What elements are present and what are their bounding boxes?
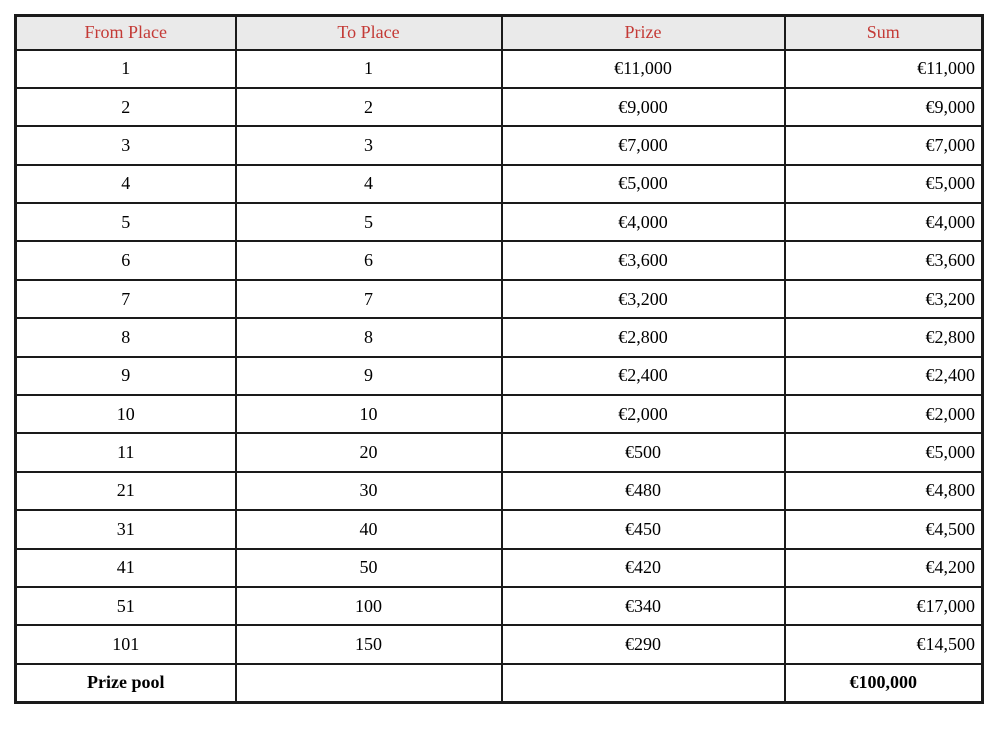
cell-to-place: 20 <box>236 433 502 471</box>
cell-from-place: 6 <box>16 241 236 279</box>
cell-sum: €3,600 <box>785 241 983 279</box>
cell-sum: €4,000 <box>785 203 983 241</box>
cell-prize: €4,000 <box>502 203 785 241</box>
table-row <box>16 165 983 203</box>
cell-sum: €17,000 <box>785 587 983 625</box>
cell-sum: €3,200 <box>785 280 983 318</box>
table-row <box>16 318 983 356</box>
cell-sum: €4,500 <box>785 510 983 548</box>
cell-sum: €9,000 <box>785 88 983 126</box>
prize-pool-total: €100,000 <box>785 664 983 702</box>
table-row <box>16 88 983 126</box>
table-row <box>16 203 983 241</box>
cell-prize: €3,600 <box>502 241 785 279</box>
cell-from-place: 3 <box>16 126 236 164</box>
cell-sum: €2,800 <box>785 318 983 356</box>
cell-to-place: 6 <box>236 241 502 279</box>
cell-from-place: 11 <box>16 433 236 471</box>
column-header-prize: Prize <box>502 16 785 50</box>
column-header-sum: Sum <box>785 16 983 50</box>
cell-prize: €2,400 <box>502 357 785 395</box>
table-row <box>16 395 983 433</box>
cell-prize: €11,000 <box>502 50 785 88</box>
cell-to-place: 8 <box>236 318 502 356</box>
header-row <box>16 16 983 50</box>
cell-prize: €2,000 <box>502 395 785 433</box>
table-row <box>16 510 983 548</box>
cell-prize: €340 <box>502 587 785 625</box>
table-row <box>16 472 983 510</box>
cell-prize: €290 <box>502 625 785 663</box>
cell-to-place: 9 <box>236 357 502 395</box>
cell-prize: €420 <box>502 549 785 587</box>
cell-to-place: 10 <box>236 395 502 433</box>
cell-to-place: 2 <box>236 88 502 126</box>
cell-sum: €11,000 <box>785 50 983 88</box>
cell-from-place: 7 <box>16 280 236 318</box>
cell-prize: €450 <box>502 510 785 548</box>
column-header-to-place: To Place <box>236 16 502 50</box>
cell-prize: €480 <box>502 472 785 510</box>
table-row <box>16 357 983 395</box>
cell-prize: €3,200 <box>502 280 785 318</box>
prize-structure-table <box>14 14 984 704</box>
cell-sum: €5,000 <box>785 165 983 203</box>
column-header-from-place: From Place <box>16 16 236 50</box>
cell-from-place: 9 <box>16 357 236 395</box>
table-row <box>16 50 983 88</box>
table-body <box>16 50 983 664</box>
cell-from-place: 4 <box>16 165 236 203</box>
cell-from-place: 51 <box>16 587 236 625</box>
prize-pool-label: Prize pool <box>16 664 236 702</box>
cell-sum: €4,200 <box>785 549 983 587</box>
cell-to-place: 50 <box>236 549 502 587</box>
cell-to-place: 40 <box>236 510 502 548</box>
cell-sum: €4,800 <box>785 472 983 510</box>
table-row <box>16 587 983 625</box>
cell-from-place: 2 <box>16 88 236 126</box>
cell-to-place: 3 <box>236 126 502 164</box>
cell-from-place: 10 <box>16 395 236 433</box>
cell-to-place: 150 <box>236 625 502 663</box>
cell-sum: €7,000 <box>785 126 983 164</box>
cell-sum: €2,400 <box>785 357 983 395</box>
cell-to-place: 30 <box>236 472 502 510</box>
cell-to-place: 7 <box>236 280 502 318</box>
prize-pool-empty-prize <box>502 664 785 702</box>
table-row <box>16 280 983 318</box>
cell-to-place: 100 <box>236 587 502 625</box>
table-row <box>16 549 983 587</box>
cell-from-place: 8 <box>16 318 236 356</box>
cell-to-place: 1 <box>236 50 502 88</box>
cell-sum: €2,000 <box>785 395 983 433</box>
prize-pool-empty-to-place <box>236 664 502 702</box>
cell-sum: €14,500 <box>785 625 983 663</box>
cell-from-place: 41 <box>16 549 236 587</box>
table-row <box>16 433 983 471</box>
cell-prize: €500 <box>502 433 785 471</box>
cell-prize: €7,000 <box>502 126 785 164</box>
cell-to-place: 5 <box>236 203 502 241</box>
table-row <box>16 625 983 663</box>
cell-prize: €5,000 <box>502 165 785 203</box>
cell-prize: €9,000 <box>502 88 785 126</box>
cell-from-place: 31 <box>16 510 236 548</box>
cell-prize: €2,800 <box>502 318 785 356</box>
prize-pool-row <box>16 664 983 702</box>
cell-from-place: 21 <box>16 472 236 510</box>
cell-sum: €5,000 <box>785 433 983 471</box>
cell-from-place: 5 <box>16 203 236 241</box>
table-row <box>16 241 983 279</box>
cell-to-place: 4 <box>236 165 502 203</box>
table-row <box>16 126 983 164</box>
cell-from-place: 101 <box>16 625 236 663</box>
cell-from-place: 1 <box>16 50 236 88</box>
